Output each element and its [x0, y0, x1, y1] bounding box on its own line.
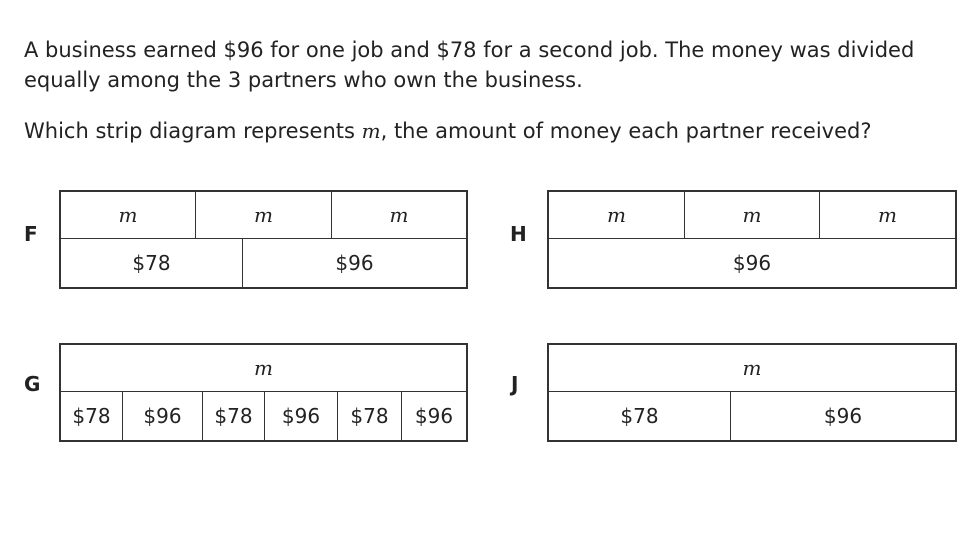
option-g-bottom-cell-3: $78	[203, 392, 265, 440]
option-j-bottom-cell-1: $78	[549, 392, 731, 440]
question-prompt	[24, 116, 954, 146]
option-j-top-cell-1: m	[742, 356, 762, 380]
prompt-prefix: Which strip diagram represents	[24, 119, 362, 143]
option-h-top-cell-1: m	[549, 192, 685, 238]
option-j-bottom-row	[549, 392, 955, 440]
option-g-bottom-cell-6: $96	[414, 404, 454, 428]
option-h-top-cell-2: m	[685, 192, 820, 238]
question-text: A business earned $96 for one job and $78 for a second job. The money was divided equally among the 3 partners who own the business.	[24, 38, 915, 92]
option-h-letter[interactable]: H	[510, 222, 527, 246]
option-g-top-cell-1: m	[254, 356, 273, 380]
option-j-letter[interactable]: J	[511, 372, 519, 396]
option-g-top-row	[61, 345, 466, 392]
option-h-bottom-row	[549, 239, 955, 287]
option-g-bottom-cell-2: $96	[123, 392, 203, 440]
option-f-bottom-row	[61, 239, 466, 287]
option-h-bottom-cell-1: $96	[732, 251, 772, 275]
option-f-top-cell-3: m	[389, 203, 409, 227]
option-g-bottom-cell-4: $96	[265, 392, 338, 440]
option-f-letter[interactable]: F	[24, 222, 38, 246]
option-f-top-cell-1: m	[61, 192, 196, 238]
prompt-variable: m	[361, 119, 381, 143]
option-g-bottom-row	[61, 392, 466, 440]
option-h-top-cell-3: m	[878, 203, 897, 227]
option-f-top-cell-2: m	[196, 192, 332, 238]
option-g-bottom-cell-5: $78	[338, 392, 402, 440]
option-h-top-row	[549, 192, 955, 239]
option-f-bottom-cell-2: $96	[335, 251, 374, 275]
option-j-bottom-cell-2: $96	[823, 404, 863, 428]
option-f-bottom-cell-1: $78	[61, 239, 243, 287]
option-f-strip-diagram[interactable]	[59, 190, 468, 289]
option-g-letter[interactable]: G	[24, 372, 41, 396]
option-g-bottom-cell-1: $78	[61, 392, 123, 440]
option-g-strip-diagram[interactable]	[59, 343, 468, 442]
option-h-strip-diagram[interactable]	[547, 190, 957, 289]
option-f-top-row	[61, 192, 466, 239]
option-j-top-row	[549, 345, 955, 392]
prompt-suffix: , the amount of money each partner received?	[380, 119, 872, 143]
option-j-strip-diagram[interactable]	[547, 343, 957, 442]
